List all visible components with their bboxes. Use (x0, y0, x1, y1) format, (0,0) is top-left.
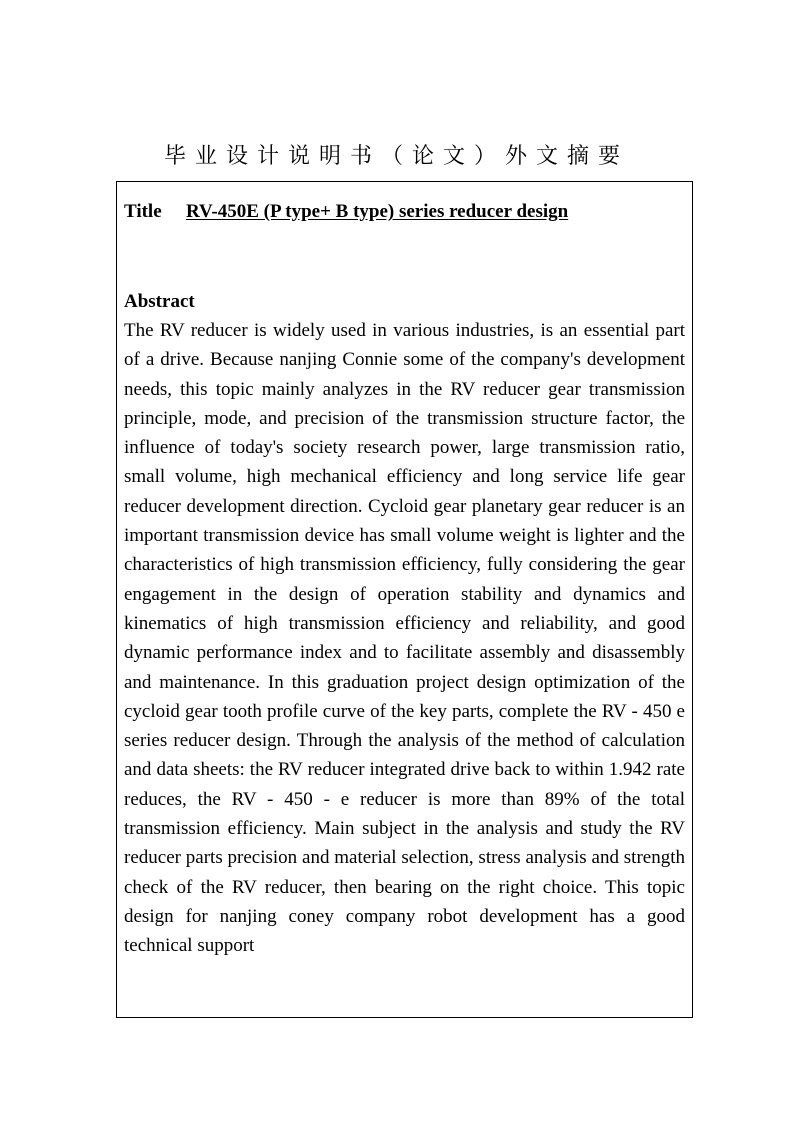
title-label: Title (124, 201, 162, 222)
abstract-heading: Abstract (124, 291, 195, 312)
thesis-title: RV-450E (P type+ B type) series reducer design (186, 201, 569, 222)
title-row (124, 198, 685, 226)
abstract-box (116, 181, 693, 1018)
abstract-body: The RV reducer is widely used in various industries, is an essential part of a drive. Because nanjing Connie some of the company's development needs, this topic mainly analyzes in the RV reducer gear transmission principle, mode, and precision of the transmission structure factor, the influence of today's society research power, large transmission ratio, small volume, high mechanical efficiency and long service life gear reducer development direction. Cycloid gear planetary gear reducer is an important transmission device has small volume weight is lighter and the characteristics of high transmission efficiency, fully considering the gear engagement in the design of operation stability and dynamics and kinematics of high transmission efficiency and reliability, and good dynamic performance index and to facilitate assembly and disassembly and maintenance. In this graduation project design optimization of the cycloid gear tooth profile curve of the key parts, complete the RV - 450 e series reducer design. Through the analysis of the method of calculation and data sheets: the RV reducer integrated drive back to within 1.942 rate reduces, the RV - 450 - e reducer is more than 89% of the total transmission efficiency. Main subject in the analysis and study the RV reducer parts precision and material selection, stress analysis and strength check of the RV reducer, then bearing on the right choice. This topic design for nanjing coney company robot development has a good technical support (124, 320, 685, 957)
page-heading: 毕业设计说明书（论文）外文摘要 (163, 144, 629, 169)
